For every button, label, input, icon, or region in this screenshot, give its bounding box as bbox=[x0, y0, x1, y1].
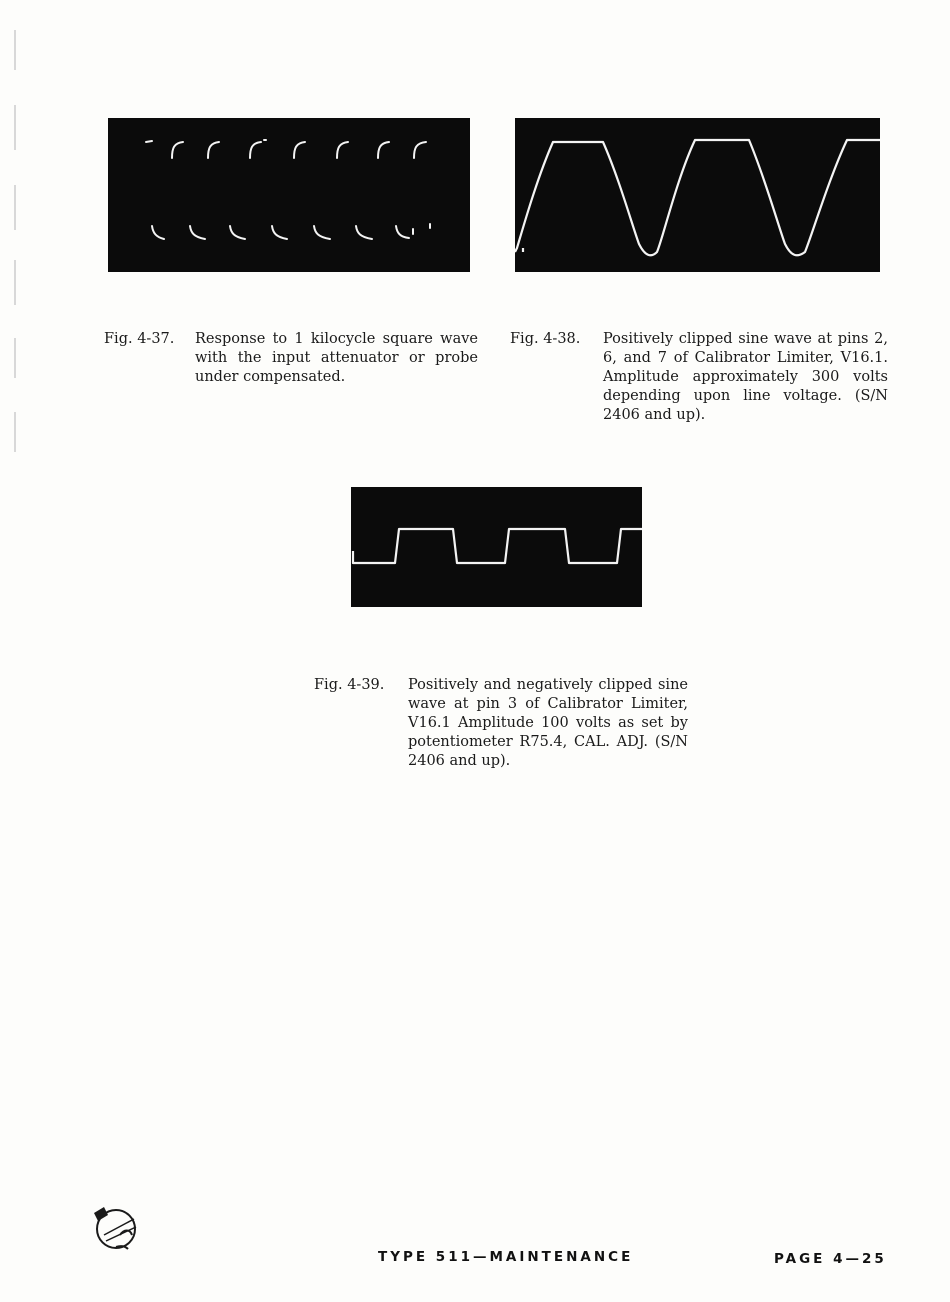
binding-mark bbox=[14, 185, 16, 230]
tektronix-logo-icon bbox=[86, 1205, 142, 1251]
oscillogram-fig-4-37 bbox=[108, 118, 470, 272]
binding-mark bbox=[14, 30, 16, 70]
binding-mark bbox=[14, 105, 16, 150]
page-number: PAGE 4—25 bbox=[774, 1251, 887, 1267]
caption-fig-4-37 bbox=[104, 330, 478, 390]
binding-mark bbox=[14, 260, 16, 305]
figure-label: Fig. 4-38. bbox=[510, 331, 581, 347]
footer-title: TYPE 511—MAINTENANCE bbox=[378, 1249, 634, 1265]
figure-caption-text: Response to 1 kilocycle square wave with the input attenuator or probe under compensated. bbox=[195, 331, 478, 385]
caption-fig-4-39 bbox=[314, 676, 688, 776]
figure-label: Fig. 4-39. bbox=[314, 677, 385, 693]
figure-caption-text: Positively and negatively clipped sine wave at pin 3 of Calibrator Limiter, V16.1 Amplitude 100 volts as set by potentiometer R75.4, CAL. ADJ. (S/N 2406 and up). bbox=[408, 677, 688, 769]
oscillogram-fig-4-38 bbox=[515, 118, 880, 272]
oscillogram-fig-4-39 bbox=[351, 487, 642, 607]
binding-mark bbox=[14, 338, 16, 378]
figure-caption-text: Positively clipped sine wave at pins 2, 6, and 7 of Calibrator Limiter, V16.1. Amplitude approximately 300 volts depending upon line voltage. (S/N 2406 and up). bbox=[603, 331, 888, 423]
caption-fig-4-38 bbox=[510, 330, 888, 430]
binding-mark bbox=[14, 412, 16, 452]
figure-label: Fig. 4-37. bbox=[104, 331, 175, 347]
